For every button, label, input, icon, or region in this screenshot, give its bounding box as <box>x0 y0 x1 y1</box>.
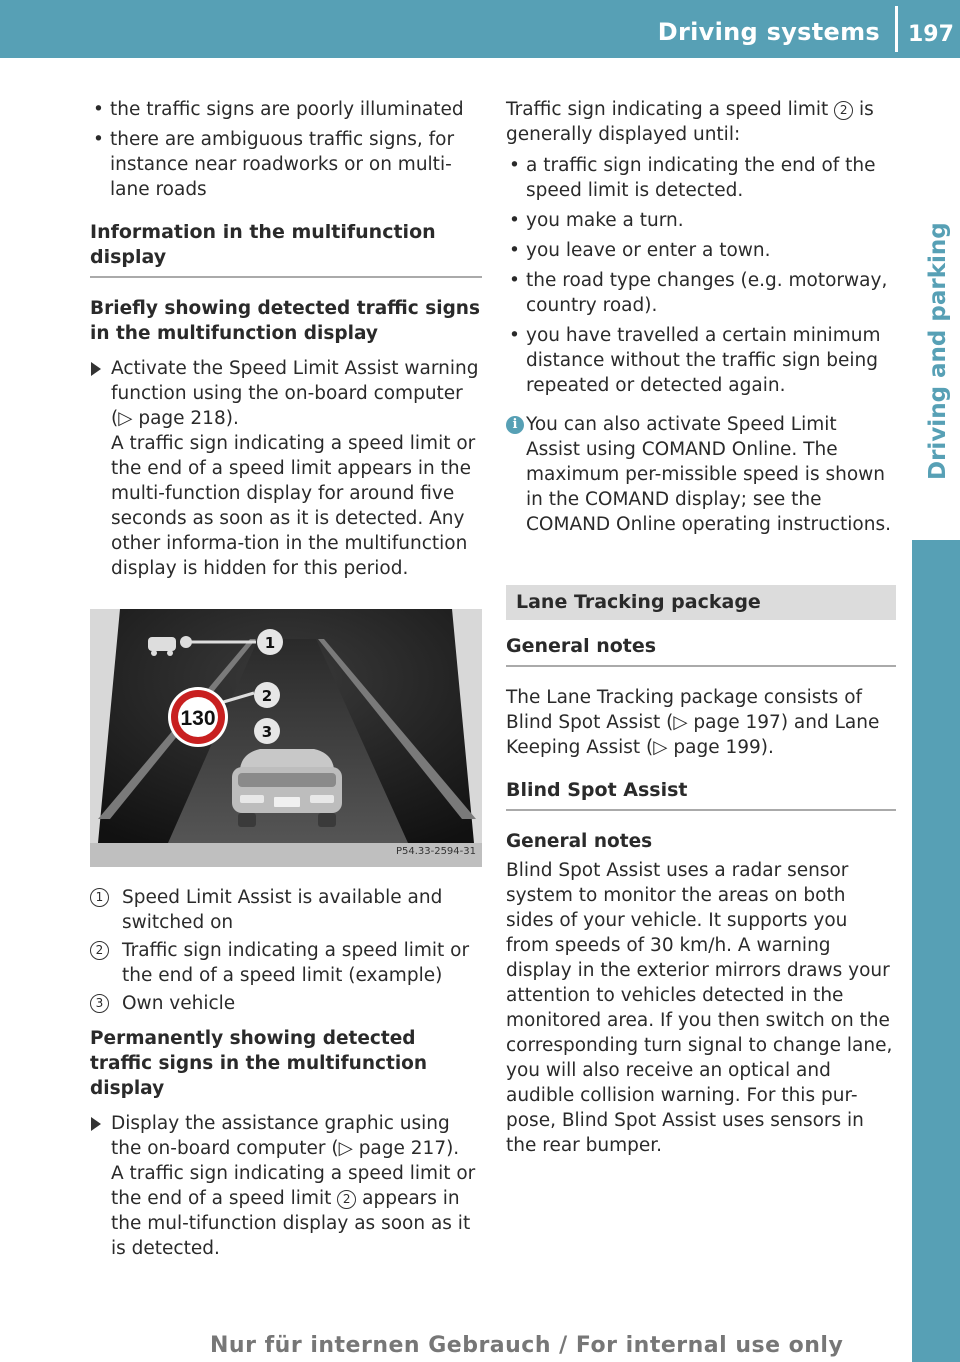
general-notes-text: The Lane Tracking package consists of Blind Spot Assist (▷ page 197) and Lane Keeping Assist (▷ page 199). <box>506 687 880 758</box>
bullet-item: • the road type changes (e.g. motorway, country road). <box>506 268 896 318</box>
bullet-item: • a traffic sign indicating the end of the speed limit is detected. <box>506 153 896 203</box>
step-text: Activate the Speed Limit Assist warning function using the on-board computer (▷ page 218). <box>111 358 479 429</box>
figure-code: P54.33-2594-31 <box>395 846 476 857</box>
side-tab-text: Driving and parking <box>925 222 951 480</box>
multifunction-display-illustration <box>90 609 482 867</box>
bullet-item: • you leave or enter a town. <box>506 238 896 263</box>
section-heading: Information in the multifunction display <box>90 220 482 278</box>
legend-number: 2 <box>90 941 109 960</box>
step-text: Display the assistance graphic using the on-board computer (▷ page 217). <box>111 1113 460 1159</box>
speed-limit-sign-icon <box>168 687 228 747</box>
bullet-item: • you make a turn. <box>506 208 896 233</box>
side-tab-label <box>919 200 959 490</box>
intro-paragraph <box>506 97 896 147</box>
step-result: A traffic sign indicating a speed limit or the end of a speed limit appears in the multi-function display for around five seconds as soon as it is detected. Any other informa-tion in the multifunction display is hidden for this period. <box>111 433 476 579</box>
section-heading: Blind Spot Assist <box>506 778 896 811</box>
svg-text:1: 1 <box>264 634 276 652</box>
page-header <box>0 0 960 58</box>
svg-text:3: 3 <box>261 723 273 741</box>
chapter-title: Driving systems <box>657 18 880 46</box>
step-result-part: A traffic sign indicating a speed limit or the end of a speed limit <box>111 1163 476 1209</box>
boxed-heading: Lane Tracking package <box>506 585 896 620</box>
watermark-footer: Nur für internen Gebrauch / For internal use only <box>210 1333 844 1358</box>
page-number: 197 <box>908 22 954 47</box>
header-divider <box>895 6 898 52</box>
step-result-part: appears in the mul-tifunction display as soon as it is detected. <box>111 1188 471 1259</box>
instruction-step <box>90 1111 482 1261</box>
info-text: You can also activate Speed Limit Assist using COMAND Online. The maximum per-missible speed is shown in the COMAND display; see the COMAND Online operating instructions. <box>526 414 891 535</box>
callout-3 <box>254 718 280 744</box>
arrow-icon <box>91 362 101 376</box>
instruction-step <box>90 356 482 581</box>
left-column <box>90 97 482 1265</box>
legend-item <box>90 885 482 935</box>
inline-number: 2 <box>337 1190 356 1209</box>
bullet-item: • you have travelled a certain minimum distance without the traffic sign being repeated or detected again. <box>506 323 896 398</box>
intro-text: Traffic sign indicating a speed limit <box>506 99 835 120</box>
svg-text:2: 2 <box>261 687 273 705</box>
bullet-item: • the traffic signs are poorly illuminated <box>90 97 482 122</box>
right-column <box>506 97 896 1164</box>
info-icon: i <box>506 416 524 434</box>
bullet-item: • there are ambiguous traffic signs, for instance near roadworks or on multi-lane roads <box>90 127 482 202</box>
legend-number: 1 <box>90 888 109 907</box>
section-heading: General notes <box>506 634 896 667</box>
legend-item <box>90 938 482 988</box>
step-result <box>111 1161 482 1261</box>
legend-text: Speed Limit Assist is available and switched on <box>122 887 443 933</box>
legend-text: Traffic sign indicating a speed limit or the end of a speed limit (example) <box>122 940 470 986</box>
info-note <box>506 412 896 537</box>
legend-text: Own vehicle <box>122 993 236 1014</box>
subsection-heading: General notes <box>506 831 653 852</box>
arrow-icon <box>91 1117 101 1131</box>
legend-item <box>90 991 482 1016</box>
callout-1 <box>257 629 283 655</box>
speed-limit-value: 130 <box>180 707 216 730</box>
inline-number: 2 <box>834 101 853 120</box>
callout-2 <box>254 682 280 708</box>
subsection-heading: Briefly showing detected traffic signs in the multifunction display <box>90 298 480 344</box>
blind-spot-text: Blind Spot Assist uses a radar sensor system to monitor the areas on both sides of your vehicle. It supports you from speeds of 30 km/h. A warning display in the exterior mirrors draws your attention to vehicles detected in the monitored area. If you then switch on the corresponding turn signal to change lane, you will also receive an optical and audible collision warning. For this pur-pose, Blind Spot Assist uses sensors in the rear bumper. <box>506 860 893 1156</box>
intro-text: is generally displayed until: <box>506 99 874 145</box>
side-bar <box>912 540 960 1362</box>
subsection-heading: Permanently showing detected traffic signs in the multifunction display <box>90 1028 428 1099</box>
display-figure <box>90 609 482 867</box>
legend-number: 3 <box>90 994 109 1013</box>
